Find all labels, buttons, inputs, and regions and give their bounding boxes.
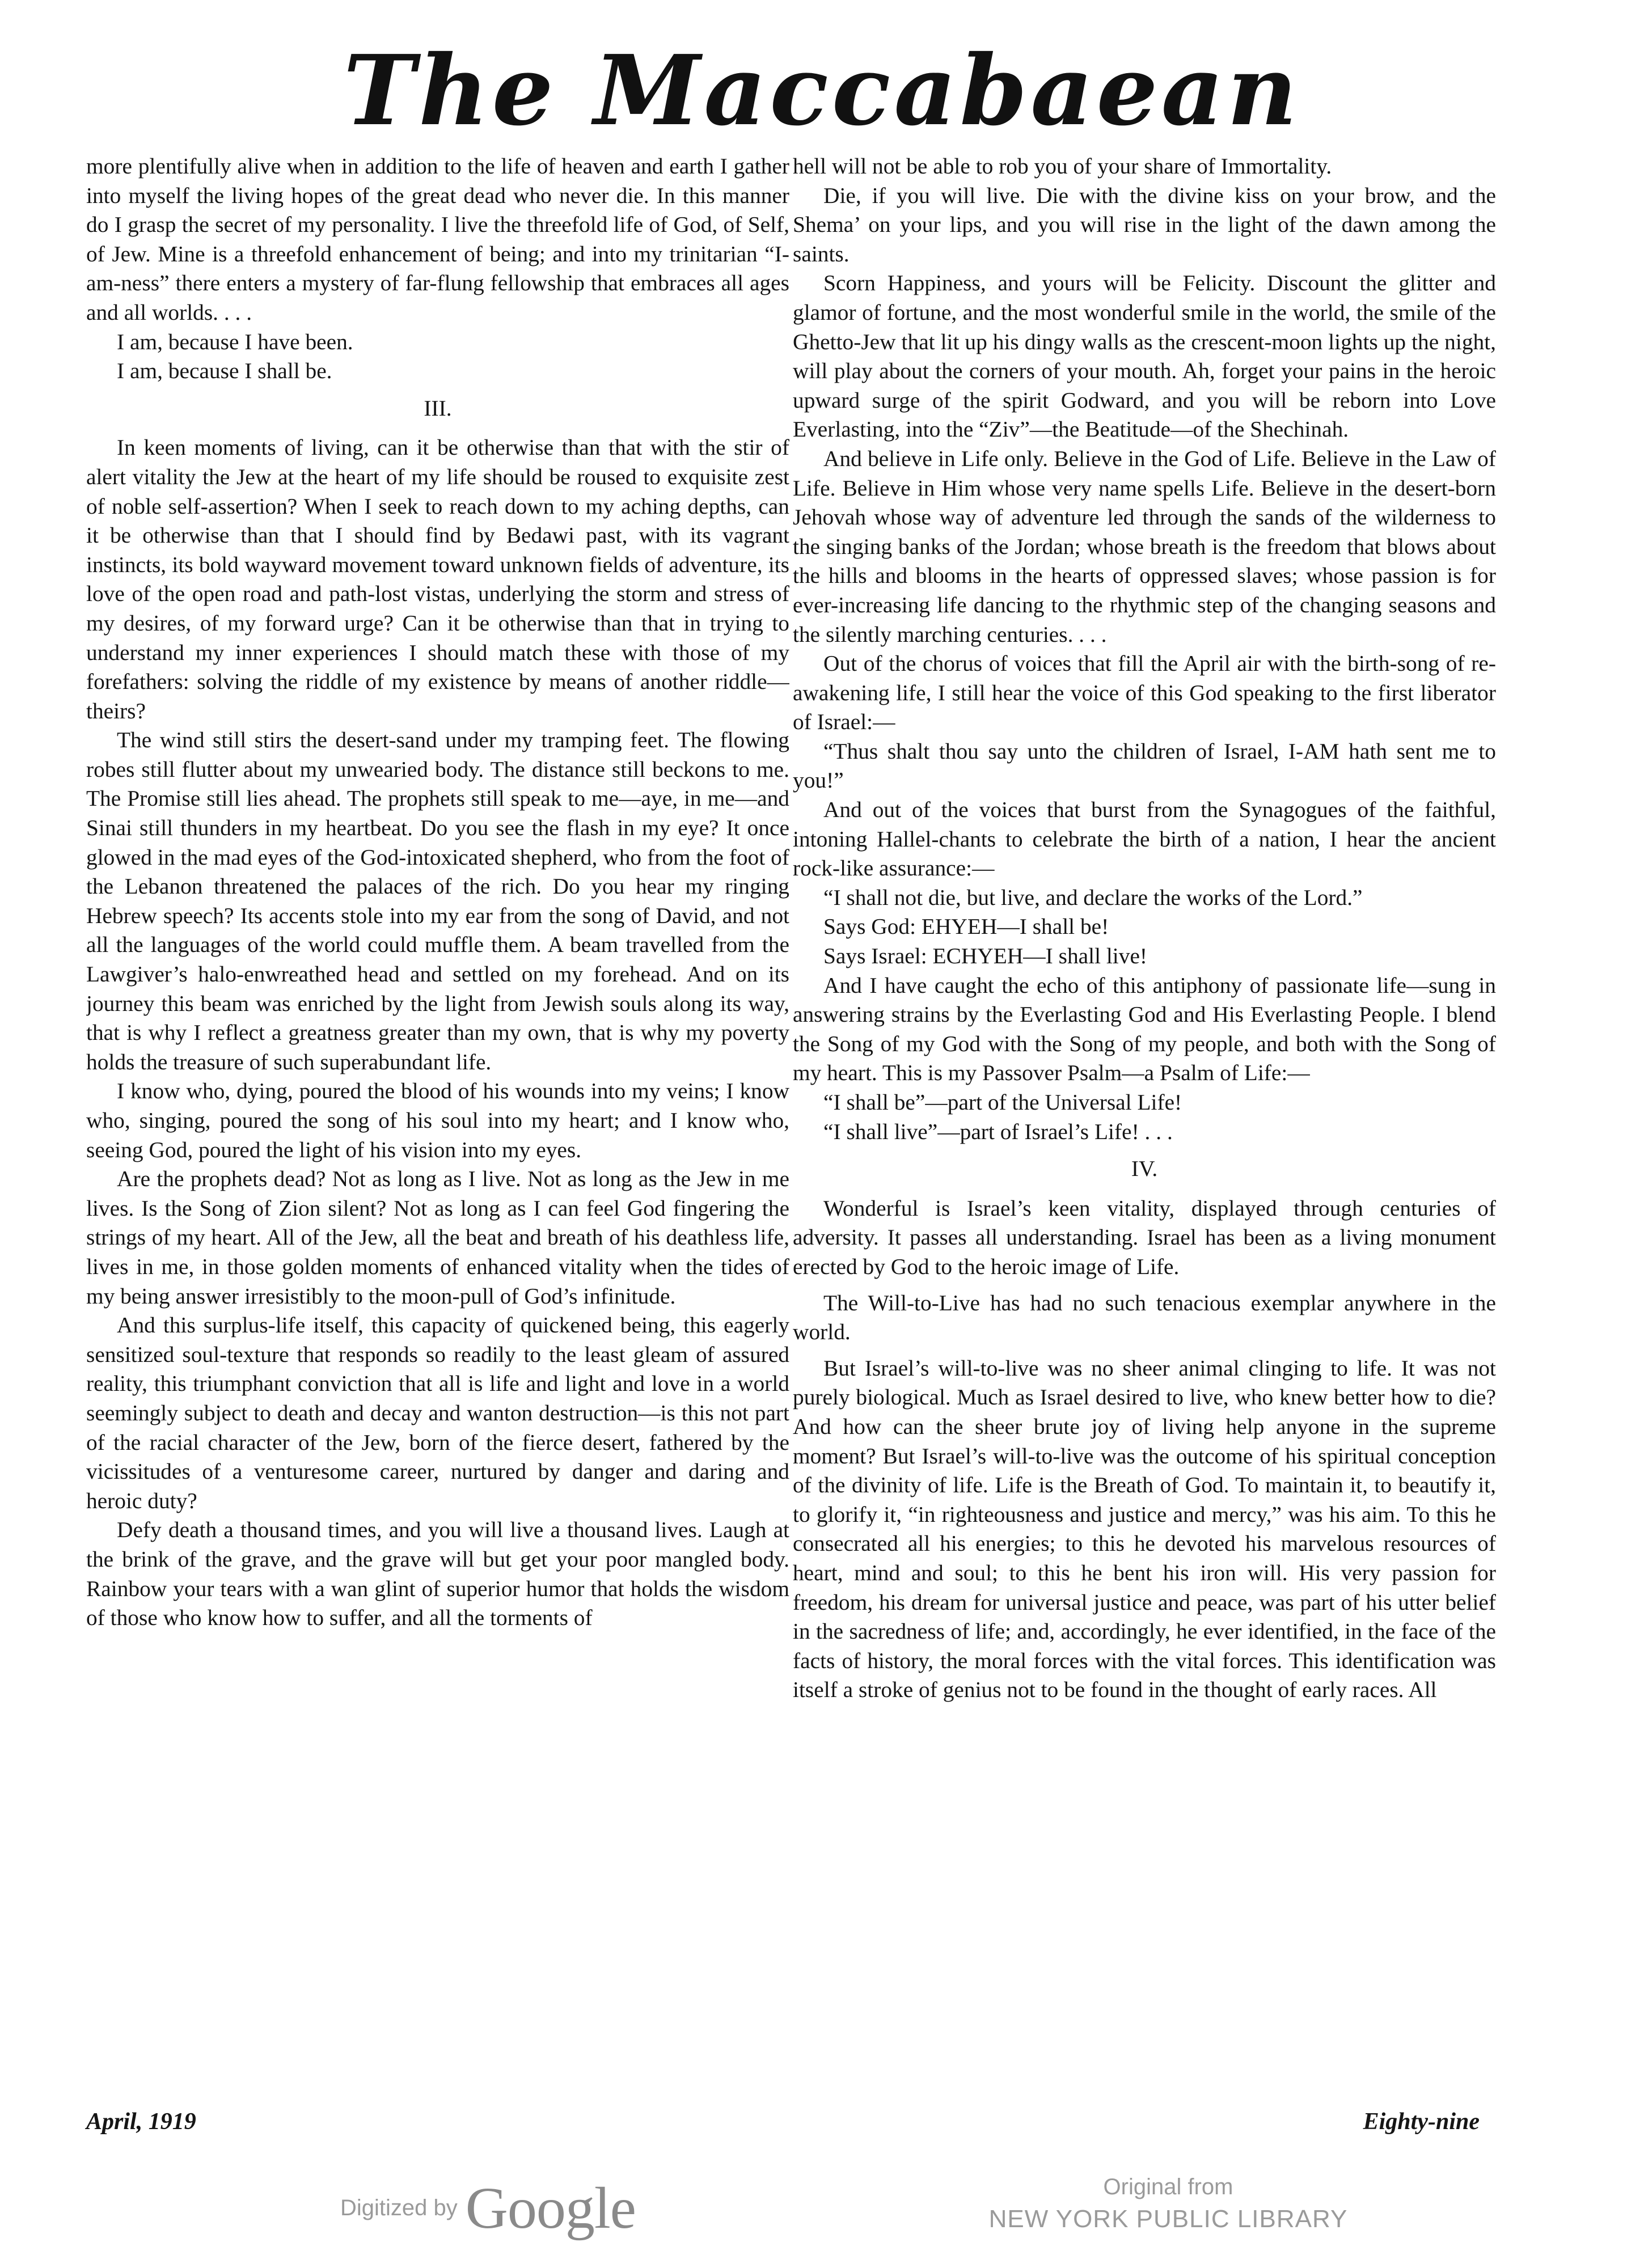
paragraph: I know who, dying, poured the blood of his wounds into my veins; I know who, singing, poured the song of his soul into my heart; and I know who, seeing God, poured the light of his vision into my eyes. xyxy=(86,1078,789,1162)
paragraph: Scorn Happiness, and yours will be Felicity. Discount the glitter and glamor of fortune, and the most wonderful smile in the world, the smile of the Ghetto-Jew that lit up his dingy walls as the crescent-moon lights up the night, will play about the corners of your mouth. Ah, forget your pains in the heroic upward surge of the spirit Godward, and you will be reborn into Love Everlasting, into the “Ziv”—the Beatitude—of the Shechinah. xyxy=(793,270,1496,442)
page-number: Eighty-nine xyxy=(1363,2109,1480,2135)
paragraph: more plentifully alive when in addition to the life of heaven and earth I gather into myself the living hopes of the great dead who never die. In this manner do I grasp the secret of my personality. I live the threefold life of God, of Self, of Jew. Mine is a threefold enhancement of being; and into my trinitarian “I-am-ness” there enters a mystery of far-flung fellowship that embraces all ages and all worlds. . . . xyxy=(86,154,789,325)
library-notice xyxy=(987,2172,1350,2236)
paragraph: Defy death a thousand times, and you will live a thousand lives. Laugh at the brink of the grave, and the grave will but get your poor mangled body. Rainbow your tears with a wan glint of superior humor that holds the wisdom of those who know how to suffer, and all the torments of xyxy=(86,1517,789,1631)
paragraph: Says Israel: ECHYEH—I shall live! xyxy=(823,943,1148,969)
paragraph: Are the prophets dead? Not as long as I live. Not as long as the Jew in me lives. Is the Song of Zion silent? Not as long as I can feel God fingering the strings of my heart. All of the Jew, all the beat and breath of his deathless life, lives in me, in those golden moments of enhanced vitality when the tides of my being answer irresistibly to the moon-pull of God’s infinitude. xyxy=(86,1166,789,1309)
original-from-label: Original from xyxy=(1103,2174,1233,2199)
paragraph: Die, if you will live. Die with the divine kiss on your brow, and the Shema’ on your lips, and you will rise in the light of the dawn among the saints. xyxy=(793,183,1496,266)
paragraph: And I have caught the echo of this antiphony of passionate life—sung in answering strains by the Everlasting God and His Everlasting People. I blend the Song of my God with the Song of my people, and both with the Song of my heart. This is my Passover Psalm—a Psalm of Life:— xyxy=(793,972,1496,1086)
google-logo: Google xyxy=(465,2176,636,2241)
issue-date: April, 1919 xyxy=(86,2109,196,2135)
paragraph: Says God: EHYEH—I shall be! xyxy=(823,914,1109,940)
right-column xyxy=(793,152,1496,2091)
masthead-title: The Maccabaean xyxy=(343,34,1301,147)
paragraph: “Thus shalt thou say unto the children of Israel, I-AM hath sent me to you!” xyxy=(793,738,1496,793)
paragraph: And this surplus-life itself, this capacity of quickened being, this eagerly sensitized soul-texture that responds so readily to the least gleam of assured reality, this triumphant conviction that all is life and light and love in a world seemingly subject to death and decay and wanton destruction—is this not part of the racial character of the Jew, born of the fierce desert, fathered by the vicissitudes of a venturesome career, nurtured by danger and daring and heroic duty? xyxy=(86,1313,789,1513)
section-heading: III. xyxy=(424,395,452,421)
paragraph: In keen moments of living, can it be otherwise than that with the stir of alert vitality the Jew at the heart of my life should be roused to exquisite zest of noble self-assertion? When I seek to reach down to my aching depths, can it be otherwise than that I should find by Bedawi past, with its vagrant instincts, its bold wayward movement toward unknown fields of adventure, its love of the open road and path-lost vistas, underlying the storm and stress of my desires, of my forward urge? Can it be otherwise than that in trying to understand my inner experiences I should match these with those of my forefathers: solving the riddle of my existence by means of another riddle—theirs? xyxy=(86,435,789,723)
paragraph: Wonderful is Israel’s keen vitality, displayed through centuries of adversity. It passes all understanding. Israel has been as a living monument erected by God to the heroic image of Life. xyxy=(793,1195,1496,1279)
paragraph: I am, because I shall be. xyxy=(117,358,332,384)
paragraph: “I shall live”—part of Israel’s Life! . . . xyxy=(823,1119,1173,1144)
paragraph: The Will-to-Live has had no such tenacious exemplar anywhere in the world. xyxy=(793,1290,1496,1345)
left-column xyxy=(86,152,789,2091)
paragraph: “I shall be”—part of the Universal Life! xyxy=(823,1090,1182,1115)
paragraph: hell will not be able to rob you of your share of Immortality. xyxy=(793,154,1332,179)
digitized-by-notice xyxy=(340,2174,636,2241)
section-heading: IV. xyxy=(1131,1156,1158,1182)
digitized-by-label: Digitized by xyxy=(340,2195,458,2220)
paragraph: “I shall not die, but live, and declare the works of the Lord.” xyxy=(823,885,1363,910)
paragraph: Out of the chorus of voices that fill the April air with the birth-song of re-awakening life, I still hear the voice of this God speaking to the first liberator of Israel:— xyxy=(793,651,1496,735)
paragraph: The wind still stirs the desert-sand under my tramping feet. The flowing robes still flutter about my unwearied body. The distance still beckons to me. The Promise still lies ahead. The prophets still speak to me—aye, in me—and Sinai still thunders in my heartbeat. Do you see the flash in my eye? It once glowed in the mad eyes of the God-intoxicated shepherd, who from the foot of the Lebanon threatened the palaces of the rich. Do you hear my ringing Hebrew speech? Its accents stole into my ear from the song of David, and not all the languages of the world could muffle them. A beam travelled from the Lawgiver’s halo-enwreathed head and settled on my forehead. And on its journey this beam was enriched by the light from Jewish souls along its way, that is why I reflect a greatness greater than my own, that is why my poverty holds the treasure of such superabundant life. xyxy=(86,727,789,1074)
paragraph: And out of the voices that burst from the Synagogues of the faithful, intoning Hallel-chants to celebrate the birth of a nation, I hear the ancient rock-like assurance:— xyxy=(793,797,1496,881)
paragraph: I am, because I have been. xyxy=(117,329,353,354)
paragraph: But Israel’s will-to-live was no sheer animal clinging to life. It was not purely biological. Much as Israel desired to live, who knew better how to die? And how can the sheer brute joy of living help anyone in the supreme moment? But Israel’s will-to-live was the outcome of his spiritual conception of the divinity of life. Life is the Breath of God. To maintain it, to beautify it, to glorify it, “in righteousness and justice and mercy,” was his aim. To this he consecrated all his energies; to this he devoted his marvelous resources of heart, mind and soul; to this he bent his iron will. His very passion for freedom, his dream for universal justice and peace, was part of his utter belief in the sacredness of life; and, accordingly, he ever identified, in the face of the facts of history, the moral forces with the vital forces. This identification was itself a stroke of genius not to be found in the thought of early races. All xyxy=(793,1355,1496,1703)
paragraph: And believe in Life only. Believe in the God of Life. Believe in the Law of Life. Believe in Him whose very name spells Life. Believe in the desert-born Jehovah whose way of adventure led through the sands of the wilderness to the singing banks of the Jordan; whose breath is the freedom that blows about the hills and blooms in the hearts of oppressed slaves; whose passion is for ever-increasing life dancing to the rhythmic step of the changing seasons and the silently marching centuries. . . . xyxy=(793,446,1496,647)
library-name: NEW YORK PUBLIC LIBRARY xyxy=(988,2205,1348,2233)
